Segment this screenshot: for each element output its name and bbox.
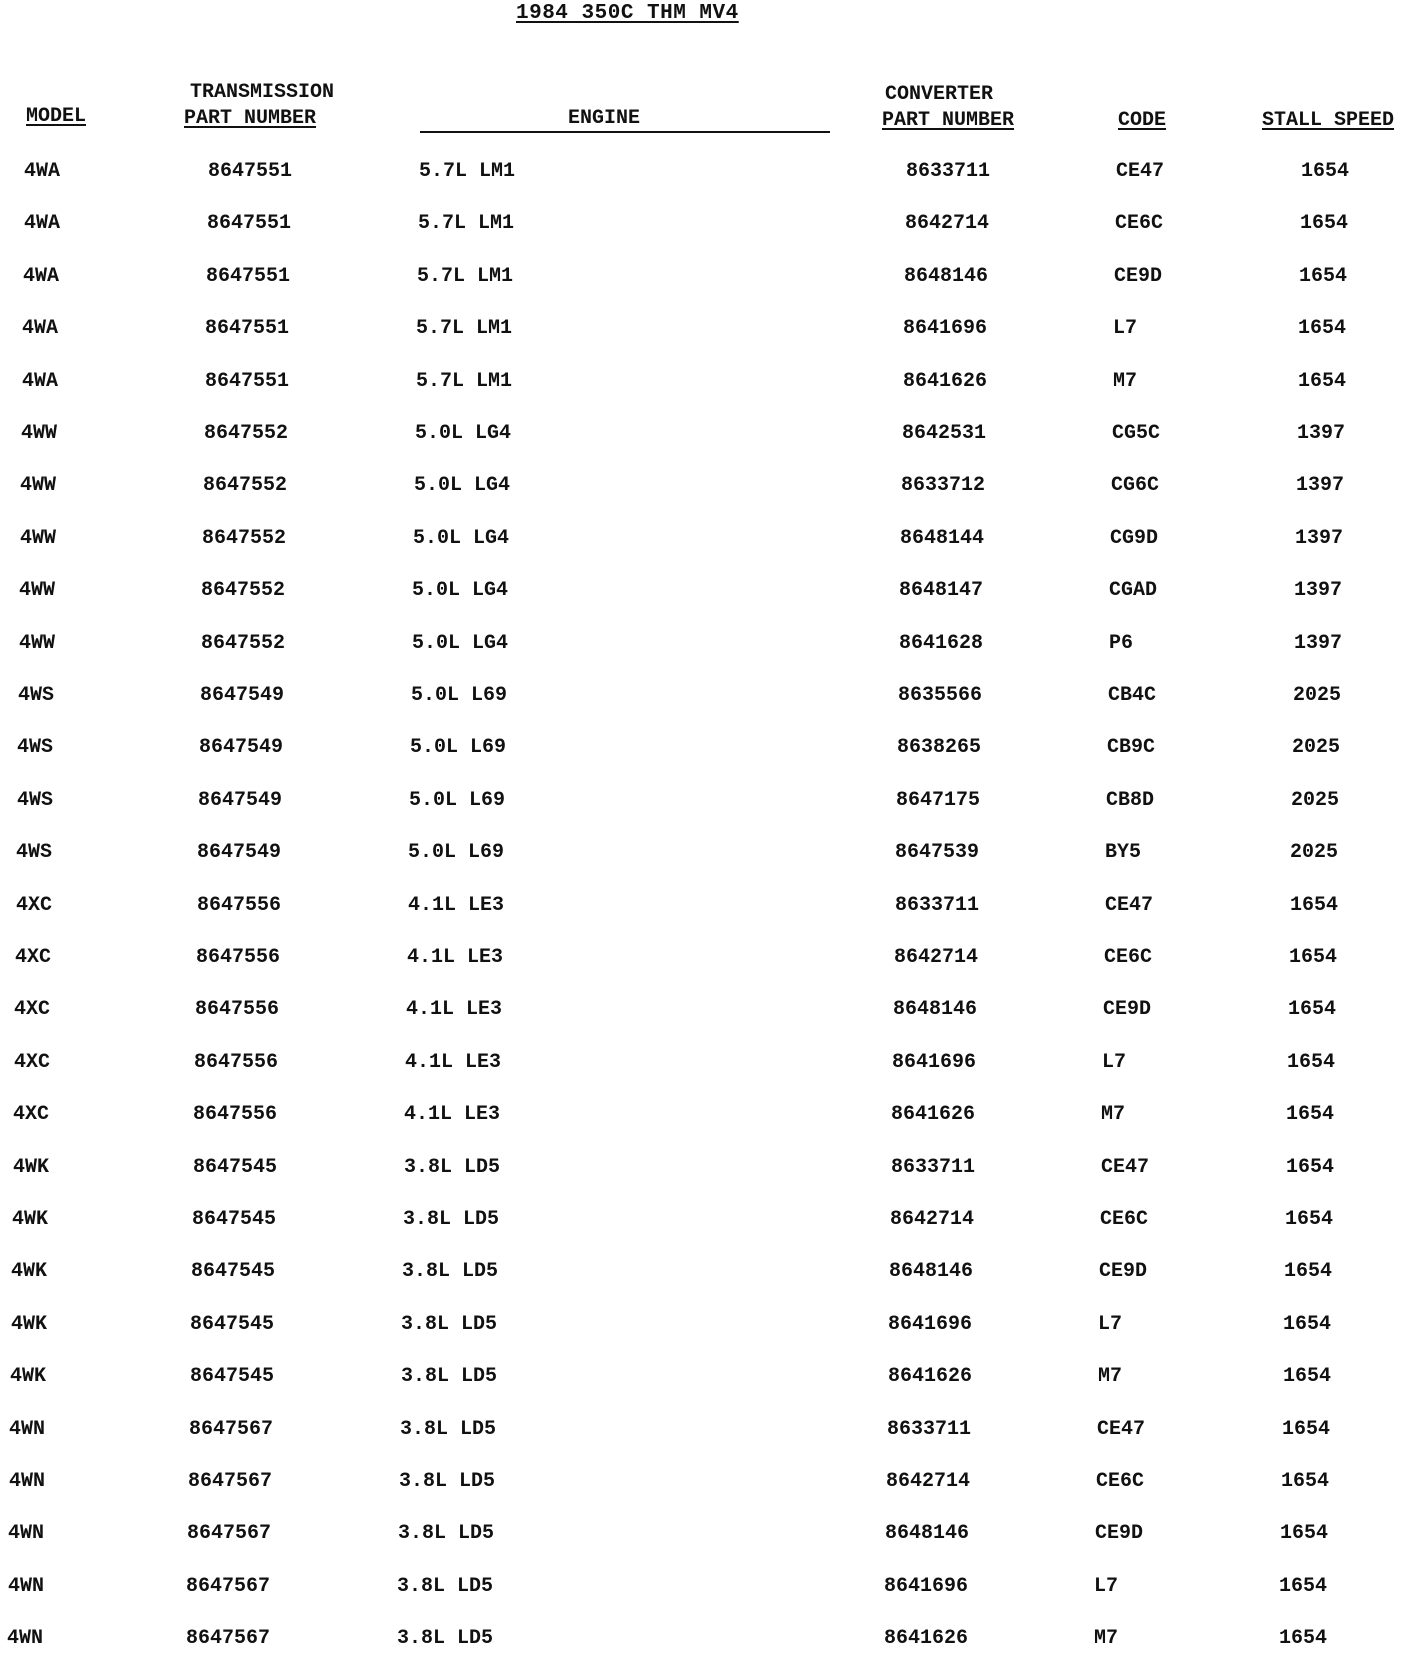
cell-code: BY5 xyxy=(1105,841,1142,864)
cell-engine: 3.8L LD5 xyxy=(397,1627,494,1650)
cell-conv: 8648144 xyxy=(900,527,985,550)
header-converter-line1: CONVERTER xyxy=(885,83,994,106)
cell-engine: 3.8L LD5 xyxy=(401,1365,498,1388)
cell-code: CB9C xyxy=(1107,736,1156,759)
cell-conv: 8642531 xyxy=(902,422,987,445)
cell-conv: 8641626 xyxy=(888,1365,973,1388)
cell-code: M7 xyxy=(1098,1365,1123,1388)
cell-conv: 8641626 xyxy=(903,370,988,393)
cell-model: 4WN xyxy=(7,1627,44,1650)
cell-trans: 8647552 xyxy=(202,527,287,550)
header-code-label: CODE xyxy=(1118,109,1167,132)
cell-code: CGAD xyxy=(1109,579,1158,602)
cell-stall: 1654 xyxy=(1279,1627,1328,1650)
table-row xyxy=(0,943,1424,973)
cell-engine: 5.0L LG4 xyxy=(413,527,510,550)
cell-trans: 8647556 xyxy=(197,894,282,917)
table-row xyxy=(0,995,1424,1025)
cell-model: 4WW xyxy=(20,527,57,550)
cell-conv: 8642714 xyxy=(894,946,979,969)
table-row xyxy=(0,1205,1424,1235)
cell-trans: 8647552 xyxy=(201,579,286,602)
cell-trans: 8647552 xyxy=(203,474,288,497)
cell-code: CE6C xyxy=(1104,946,1153,969)
cell-model: 4WA xyxy=(23,265,60,288)
cell-model: 4WA xyxy=(24,160,61,183)
cell-stall: 1654 xyxy=(1290,894,1339,917)
cell-code: P6 xyxy=(1109,632,1134,655)
cell-model: 4WS xyxy=(18,684,55,707)
cell-conv: 8642714 xyxy=(886,1470,971,1493)
cell-conv: 8641696 xyxy=(892,1051,977,1074)
cell-stall: 1654 xyxy=(1280,1522,1329,1545)
cell-conv: 8635566 xyxy=(898,684,983,707)
cell-conv: 8641626 xyxy=(891,1103,976,1126)
cell-trans: 8647549 xyxy=(199,736,284,759)
cell-stall: 1397 xyxy=(1296,474,1345,497)
cell-model: 4WW xyxy=(19,579,56,602)
table-row xyxy=(0,1362,1424,1392)
cell-stall: 1654 xyxy=(1285,1208,1334,1231)
cell-engine: 5.0L LG4 xyxy=(415,422,512,445)
cell-code: CE47 xyxy=(1101,1156,1150,1179)
cell-trans: 8647551 xyxy=(208,160,293,183)
table-row xyxy=(0,262,1424,292)
cell-code: CG6C xyxy=(1111,474,1160,497)
table-row xyxy=(0,629,1424,659)
cell-trans: 8647552 xyxy=(204,422,289,445)
cell-model: 4WA xyxy=(22,370,59,393)
cell-trans: 8647556 xyxy=(194,1051,279,1074)
cell-conv: 8647175 xyxy=(896,789,981,812)
cell-trans: 8647545 xyxy=(190,1365,275,1388)
cell-model: 4WA xyxy=(22,317,59,340)
cell-stall: 1397 xyxy=(1294,632,1343,655)
cell-trans: 8647556 xyxy=(195,998,280,1021)
cell-engine: 5.0L L69 xyxy=(409,789,506,812)
cell-model: 4WK xyxy=(13,1156,50,1179)
cell-code: CG9D xyxy=(1110,527,1159,550)
cell-stall: 1654 xyxy=(1286,1156,1335,1179)
cell-trans: 8647567 xyxy=(186,1627,271,1650)
cell-model: 4WW xyxy=(19,632,56,655)
cell-conv: 8648146 xyxy=(889,1260,974,1283)
table-row xyxy=(0,1257,1424,1287)
header-model xyxy=(26,104,86,130)
cell-engine: 5.0L LG4 xyxy=(412,579,509,602)
cell-code: CE6C xyxy=(1096,1470,1145,1493)
cell-model: 4WK xyxy=(11,1313,48,1336)
cell-code: CB4C xyxy=(1108,684,1157,707)
cell-trans: 8647549 xyxy=(198,789,283,812)
cell-conv: 8641696 xyxy=(903,317,988,340)
header-stall-speed xyxy=(1262,108,1394,134)
cell-trans: 8647556 xyxy=(193,1103,278,1126)
cell-conv: 8633711 xyxy=(891,1156,976,1179)
table-row xyxy=(0,891,1424,921)
cell-trans: 8647545 xyxy=(193,1156,278,1179)
cell-engine: 5.7L LM1 xyxy=(418,212,515,235)
cell-code: L7 xyxy=(1113,317,1138,340)
table-row xyxy=(0,314,1424,344)
cell-stall: 1654 xyxy=(1287,1051,1336,1074)
cell-trans: 8647552 xyxy=(201,632,286,655)
cell-engine: 3.8L LD5 xyxy=(398,1522,495,1545)
cell-model: 4WS xyxy=(16,841,53,864)
cell-engine: 3.8L LD5 xyxy=(403,1208,500,1231)
cell-code: L7 xyxy=(1098,1313,1123,1336)
cell-code: CE9D xyxy=(1103,998,1152,1021)
cell-engine: 3.8L LD5 xyxy=(400,1418,497,1441)
cell-engine: 5.7L LM1 xyxy=(417,265,514,288)
cell-trans: 8647551 xyxy=(207,212,292,235)
table-row xyxy=(0,786,1424,816)
cell-conv: 8633711 xyxy=(895,894,980,917)
engine-header-rule xyxy=(420,131,830,133)
table-row xyxy=(0,367,1424,397)
cell-stall: 1654 xyxy=(1298,370,1347,393)
table-row xyxy=(0,838,1424,868)
cell-stall: 1654 xyxy=(1286,1103,1335,1126)
cell-conv: 8648147 xyxy=(899,579,984,602)
cell-engine: 5.0L LG4 xyxy=(414,474,511,497)
cell-code: M7 xyxy=(1094,1627,1119,1650)
cell-code: M7 xyxy=(1113,370,1138,393)
cell-model: 4WN xyxy=(8,1522,45,1545)
cell-stall: 1654 xyxy=(1284,1260,1333,1283)
cell-engine: 3.8L LD5 xyxy=(399,1470,496,1493)
cell-stall: 1654 xyxy=(1298,317,1347,340)
cell-conv: 8633711 xyxy=(906,160,991,183)
cell-stall: 1654 xyxy=(1282,1418,1331,1441)
cell-conv: 8642714 xyxy=(905,212,990,235)
table-row xyxy=(0,1310,1424,1340)
cell-stall: 1654 xyxy=(1300,212,1349,235)
cell-model: 4WW xyxy=(20,474,57,497)
cell-engine: 3.8L LD5 xyxy=(397,1575,494,1598)
header-transmission-line2: PART NUMBER xyxy=(184,107,317,130)
cell-stall: 2025 xyxy=(1290,841,1339,864)
cell-trans: 8647549 xyxy=(197,841,282,864)
cell-engine: 5.7L LM1 xyxy=(416,317,513,340)
cell-stall: 1397 xyxy=(1297,422,1346,445)
header-model-label: MODEL xyxy=(26,105,87,128)
table-row xyxy=(0,1415,1424,1445)
cell-code: CE9D xyxy=(1114,265,1163,288)
cell-model: 4XC xyxy=(13,1103,50,1126)
cell-model: 4WA xyxy=(24,212,61,235)
cell-code: L7 xyxy=(1094,1575,1119,1598)
cell-engine: 5.0L L69 xyxy=(411,684,508,707)
cell-engine: 4.1L LE3 xyxy=(406,998,503,1021)
cell-code: CE47 xyxy=(1105,894,1154,917)
cell-engine: 5.7L LM1 xyxy=(419,160,516,183)
table-row xyxy=(0,1100,1424,1130)
cell-stall: 1654 xyxy=(1283,1313,1332,1336)
cell-engine: 5.0L L69 xyxy=(410,736,507,759)
cell-model: 4XC xyxy=(15,946,52,969)
cell-trans: 8647567 xyxy=(186,1575,271,1598)
cell-model: 4WS xyxy=(17,789,54,812)
table-row xyxy=(0,209,1424,239)
cell-conv: 8633711 xyxy=(887,1418,972,1441)
header-converter xyxy=(882,82,1014,134)
cell-stall: 1397 xyxy=(1295,527,1344,550)
table-row xyxy=(0,471,1424,501)
cell-engine: 3.8L LD5 xyxy=(401,1313,498,1336)
cell-stall: 1654 xyxy=(1289,946,1338,969)
cell-code: CE6C xyxy=(1100,1208,1149,1231)
cell-stall: 2025 xyxy=(1293,684,1342,707)
table-row xyxy=(0,419,1424,449)
cell-trans: 8647556 xyxy=(196,946,281,969)
table-row xyxy=(0,157,1424,187)
header-transmission xyxy=(184,80,334,132)
cell-code: CE6C xyxy=(1115,212,1164,235)
cell-trans: 8647545 xyxy=(192,1208,277,1231)
cell-conv: 8648146 xyxy=(904,265,989,288)
cell-trans: 8647545 xyxy=(191,1260,276,1283)
table-row xyxy=(0,1048,1424,1078)
cell-code: CE9D xyxy=(1099,1260,1148,1283)
header-transmission-line1: TRANSMISSION xyxy=(190,81,335,104)
cell-conv: 8648146 xyxy=(885,1522,970,1545)
header-engine-label: ENGINE xyxy=(568,107,641,130)
cell-engine: 4.1L LE3 xyxy=(408,894,505,917)
cell-model: 4XC xyxy=(14,998,51,1021)
table-row xyxy=(0,524,1424,554)
cell-trans: 8647545 xyxy=(190,1313,275,1336)
cell-stall: 1654 xyxy=(1283,1365,1332,1388)
header-stall-speed-label: STALL SPEED xyxy=(1262,109,1395,132)
cell-conv: 8642714 xyxy=(890,1208,975,1231)
table-row xyxy=(0,1467,1424,1497)
cell-stall: 1654 xyxy=(1299,265,1348,288)
cell-trans: 8647549 xyxy=(200,684,285,707)
cell-conv: 8641696 xyxy=(884,1575,969,1598)
cell-code: M7 xyxy=(1101,1103,1126,1126)
cell-engine: 3.8L LD5 xyxy=(404,1156,501,1179)
cell-code: CG5C xyxy=(1112,422,1161,445)
cell-model: 4WK xyxy=(11,1260,48,1283)
cell-model: 4WN xyxy=(9,1470,46,1493)
header-converter-line2: PART NUMBER xyxy=(882,109,1015,132)
table-row xyxy=(0,1153,1424,1183)
table-row xyxy=(0,681,1424,711)
cell-code: CE47 xyxy=(1116,160,1165,183)
cell-stall: 1397 xyxy=(1294,579,1343,602)
cell-model: 4WN xyxy=(8,1575,45,1598)
cell-trans: 8647551 xyxy=(205,370,290,393)
cell-engine: 3.8L LD5 xyxy=(402,1260,499,1283)
cell-model: 4WW xyxy=(21,422,58,445)
cell-trans: 8647567 xyxy=(187,1522,272,1545)
cell-conv: 8648146 xyxy=(893,998,978,1021)
cell-stall: 1654 xyxy=(1279,1575,1328,1598)
cell-stall: 1654 xyxy=(1301,160,1350,183)
cell-engine: 4.1L LE3 xyxy=(405,1051,502,1074)
cell-code: CE47 xyxy=(1097,1418,1146,1441)
cell-model: 4XC xyxy=(16,894,53,917)
cell-trans: 8647551 xyxy=(206,265,291,288)
cell-conv: 8641626 xyxy=(884,1627,969,1650)
cell-engine: 4.1L LE3 xyxy=(404,1103,501,1126)
cell-code: CB8D xyxy=(1106,789,1155,812)
cell-model: 4WN xyxy=(9,1418,46,1441)
cell-code: L7 xyxy=(1102,1051,1127,1074)
cell-trans: 8647567 xyxy=(189,1418,274,1441)
cell-stall: 2025 xyxy=(1291,789,1340,812)
page-title: 1984 350C THM MV4 xyxy=(516,2,739,25)
cell-stall: 1654 xyxy=(1281,1470,1330,1493)
cell-conv: 8633712 xyxy=(901,474,986,497)
cell-stall: 1654 xyxy=(1288,998,1337,1021)
table-row xyxy=(0,733,1424,763)
cell-trans: 8647567 xyxy=(188,1470,273,1493)
header-engine xyxy=(568,106,640,132)
cell-model: 4WS xyxy=(17,736,54,759)
cell-model: 4WK xyxy=(10,1365,47,1388)
cell-engine: 4.1L LE3 xyxy=(407,946,504,969)
cell-conv: 8641696 xyxy=(888,1313,973,1336)
cell-conv: 8641628 xyxy=(899,632,984,655)
cell-model: 4WK xyxy=(12,1208,49,1231)
cell-stall: 2025 xyxy=(1292,736,1341,759)
cell-engine: 5.0L L69 xyxy=(408,841,505,864)
cell-conv: 8647539 xyxy=(895,841,980,864)
cell-engine: 5.7L LM1 xyxy=(416,370,513,393)
cell-conv: 8638265 xyxy=(897,736,982,759)
cell-model: 4XC xyxy=(14,1051,51,1074)
cell-code: CE9D xyxy=(1095,1522,1144,1545)
table-row xyxy=(0,576,1424,606)
cell-trans: 8647551 xyxy=(205,317,290,340)
cell-engine: 5.0L LG4 xyxy=(412,632,509,655)
table-row xyxy=(0,1572,1424,1602)
header-code xyxy=(1118,108,1166,134)
table-row xyxy=(0,1519,1424,1549)
